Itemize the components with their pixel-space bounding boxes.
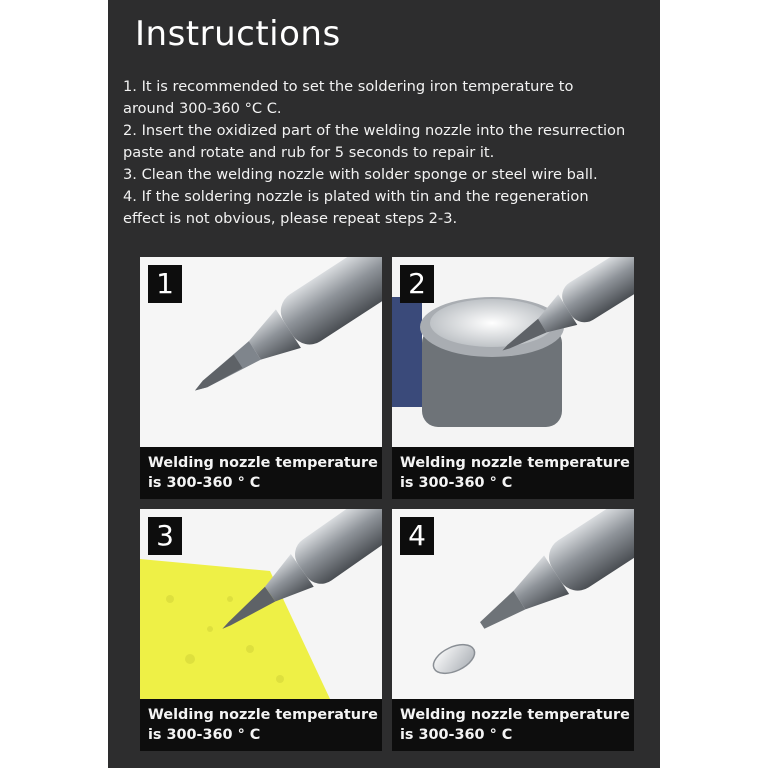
step-line: 4. If the soldering nozzle is plated with tin and the regeneration: [123, 188, 589, 205]
step-line: 2. Insert the oxidized part of the welding nozzle into the resurrection: [123, 122, 626, 139]
step-number-badge: 1: [148, 265, 182, 303]
caption-line: is 300-360 ° C: [148, 475, 261, 491]
step-number-badge: 2: [400, 265, 434, 303]
step-card-4: [392, 509, 634, 751]
step-line: 1. It is recommended to set the soldering iron temperature to: [123, 78, 574, 95]
step-line: 3. Clean the welding nozzle with solder sponge or steel wire ball.: [123, 166, 598, 183]
caption-line: is 300-360 ° C: [400, 475, 513, 491]
card-caption: [148, 453, 380, 493]
caption-line: Welding nozzle temperature: [148, 707, 378, 723]
step-line: effect is not obvious, please repeat steps 2-3.: [123, 210, 458, 227]
caption-line: Welding nozzle temperature: [148, 455, 378, 471]
caption-line: is 300-360 ° C: [400, 727, 513, 743]
step-card-2: [392, 257, 634, 499]
card-caption: [400, 453, 632, 493]
caption-line: Welding nozzle temperature: [400, 455, 630, 471]
step-line: around 300-360 °C C.: [123, 100, 282, 117]
step-number-badge: 4: [400, 517, 434, 555]
card-caption: [148, 705, 380, 745]
instruction-steps: [123, 76, 653, 230]
step-line: paste and rotate and rub for 5 seconds to repair it.: [123, 144, 495, 161]
caption-line: is 300-360 ° C: [148, 727, 261, 743]
step-card-1: [140, 257, 382, 499]
caption-line: Welding nozzle temperature: [400, 707, 630, 723]
page-title: Instructions: [135, 14, 341, 54]
card-caption: [400, 705, 632, 745]
step-card-3: [140, 509, 382, 751]
instructions-panel: [108, 0, 660, 768]
step-number-badge: 3: [148, 517, 182, 555]
